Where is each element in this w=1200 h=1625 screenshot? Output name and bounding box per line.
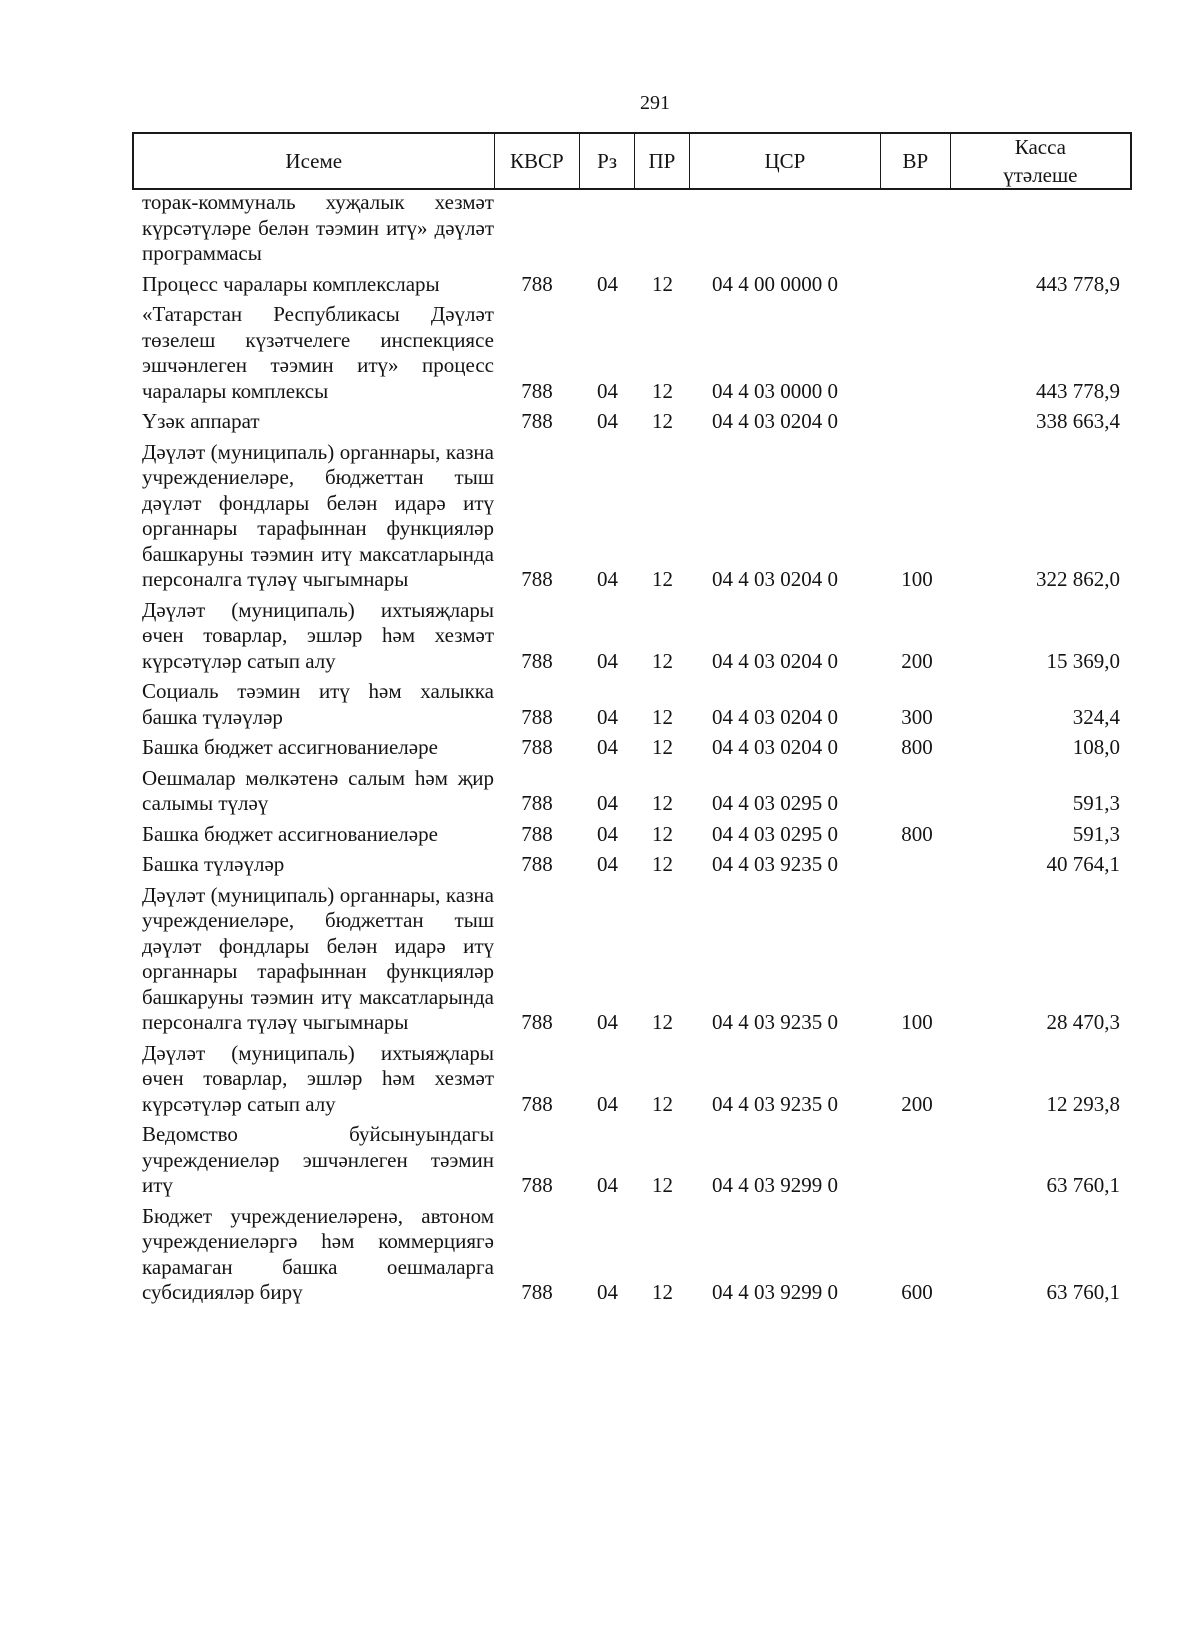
row-csr: 04 4 03 0295 0 [712, 791, 838, 815]
table-row [132, 766, 1132, 817]
row-kassa: 591,3 [1072, 821, 1120, 846]
row-name: «Татарстан Республикасы Дәүләт төзелеш күзәтчелеге инспекциясе эшчәнлеген тәэмин итү» процесс чаралары комплексы [142, 302, 494, 403]
row-kvsr: 788 [521, 821, 553, 846]
header-pr: ПР [635, 134, 690, 188]
row-rz: 04 [597, 1280, 618, 1304]
row-vr: 200 [901, 1091, 933, 1116]
row-csr: 04 4 03 0295 0 [712, 821, 838, 846]
row-name: торак-коммуналь хуҗалык хезмәт күрсәтүләре белән тәэмин итү» дәүләт программасы [142, 190, 494, 265]
row-kassa: 443 778,9 [1036, 378, 1120, 403]
table-row [132, 1041, 1132, 1118]
row-kvsr: 788 [521, 648, 553, 673]
header-rz: Рз [580, 134, 635, 188]
row-name: Башка түләүләр [142, 852, 285, 876]
row-csr: 04 4 03 9235 0 [712, 852, 838, 876]
row-pr: 12 [652, 704, 673, 729]
table-row [132, 272, 1132, 298]
row-name: Дәүләт (муниципаль) ихтыяҗлары өчен товарлар, эшләр һәм хезмәт күрсәтүләр сатып алу [142, 597, 494, 673]
row-kassa: 28 470,3 [1046, 1010, 1120, 1034]
table-row [132, 598, 1132, 675]
row-rz: 04 [597, 735, 618, 759]
row-kvsr: 788 [521, 1010, 553, 1034]
row-csr: 04 4 03 0204 0 [712, 648, 838, 673]
row-csr: 04 4 03 0204 0 [712, 567, 838, 591]
table-body [132, 190, 1132, 1311]
row-rz: 04 [597, 704, 618, 729]
row-pr: 12 [652, 271, 673, 296]
row-pr: 12 [652, 1280, 673, 1304]
row-name: Оешмалар мөлкәтенә салым һәм җир салымы түләү [142, 765, 494, 815]
row-vr: 300 [901, 704, 933, 729]
row-name: Дәүләт (муниципаль) органнары, казна учреждениеләре, бюджеттан тыш дәүләт фондлары белән идарә итү органнары тарафыннан функцияләр башкаруны тәэмин итү максатларында персоналга түләү чыгымнары [142, 439, 494, 591]
row-kassa: 443 778,9 [1036, 271, 1120, 296]
row-kassa: 40 764,1 [1046, 852, 1120, 876]
row-pr: 12 [652, 1173, 673, 1197]
row-pr: 12 [652, 1010, 673, 1034]
row-pr: 12 [652, 1091, 673, 1116]
row-kassa: 108,0 [1072, 735, 1120, 759]
row-rz: 04 [597, 567, 618, 591]
row-kvsr: 788 [521, 1173, 553, 1197]
row-vr: 800 [901, 821, 933, 846]
row-pr: 12 [652, 378, 673, 403]
row-kvsr: 788 [521, 852, 553, 876]
row-rz: 04 [597, 271, 618, 296]
header-csr: ЦСР [690, 134, 881, 188]
row-rz: 04 [597, 821, 618, 846]
row-pr: 12 [652, 567, 673, 591]
row-name: Дәүләт (муниципаль) ихтыяҗлары өчен товарлар, эшләр һәм хезмәт күрсәтүләр сатып алу [142, 1040, 494, 1116]
row-kassa: 12 293,8 [1046, 1091, 1120, 1116]
table-row [132, 1122, 1132, 1199]
row-csr: 04 4 03 0204 0 [712, 704, 838, 729]
row-vr: 100 [901, 567, 933, 591]
row-name: Бюджет учреждениеләренә, автоном учреждениеләргә һәм коммерциягә карамаган башка оешмаларга субсидияләр бирү [142, 1203, 494, 1304]
row-vr: 100 [901, 1010, 933, 1034]
row-kvsr: 788 [521, 271, 553, 296]
row-vr: 200 [901, 648, 933, 673]
row-kvsr: 788 [521, 735, 553, 759]
row-vr: 800 [901, 735, 933, 759]
row-csr: 04 4 03 9299 0 [712, 1173, 838, 1197]
table-row [132, 190, 1132, 267]
table-row [132, 735, 1132, 761]
row-csr: 04 4 03 9235 0 [712, 1010, 838, 1034]
row-name: Ведомство буйсынуындагы учреждениеләр эшчәнлеген тәэмин итү [142, 1122, 494, 1197]
row-kvsr: 788 [521, 1091, 553, 1116]
header-name: Исеме [134, 134, 495, 188]
row-rz: 04 [597, 791, 618, 815]
row-csr: 04 4 03 9299 0 [712, 1280, 838, 1304]
row-name: Үзәк аппарат [142, 409, 260, 433]
row-kvsr: 788 [521, 409, 553, 433]
row-csr: 04 4 00 0000 0 [712, 271, 838, 296]
row-pr: 12 [652, 821, 673, 846]
header-vr: ВР [881, 134, 951, 188]
row-name: Башка бюджет ассигнованиеләре [142, 821, 438, 846]
row-name: Дәүләт (муниципаль) органнары, казна учреждениеләре, бюджеттан тыш дәүләт фондлары белән идарә итү органнары тарафыннан функцияләр башкаруны тәэмин итү максатларында персоналга түләү чыгымнары [142, 882, 494, 1034]
row-name: Социаль тәэмин итү һәм халыкка башка түләүләр [142, 679, 494, 729]
row-rz: 04 [597, 409, 618, 433]
row-csr: 04 4 03 9235 0 [712, 1091, 838, 1116]
table-header [132, 132, 1132, 190]
header-kassa-line1: Касса [1014, 135, 1066, 159]
row-name: Процесс чаралары комплекслары [142, 271, 440, 296]
table-row [132, 679, 1132, 730]
row-kassa: 63 760,1 [1046, 1280, 1120, 1304]
row-kassa: 591,3 [1072, 791, 1120, 815]
row-kassa: 15 369,0 [1046, 648, 1120, 673]
row-rz: 04 [597, 648, 618, 673]
header-kvsr: КВСР [495, 134, 581, 188]
row-rz: 04 [597, 1173, 618, 1197]
row-name: Башка бюджет ассигнованиеләре [142, 735, 438, 759]
row-pr: 12 [652, 648, 673, 673]
row-pr: 12 [652, 409, 673, 433]
row-vr: 600 [901, 1280, 933, 1304]
table-row [132, 852, 1132, 878]
row-kassa: 338 663,4 [1036, 409, 1120, 433]
row-csr: 04 4 03 0000 0 [712, 378, 838, 403]
page-number: 291 [640, 92, 670, 114]
table-row [132, 883, 1132, 1036]
row-rz: 04 [597, 852, 618, 876]
row-kvsr: 788 [521, 704, 553, 729]
row-rz: 04 [597, 378, 618, 403]
row-rz: 04 [597, 1010, 618, 1034]
row-kassa: 322 862,0 [1036, 567, 1120, 591]
row-kvsr: 788 [521, 378, 553, 403]
table-row [132, 302, 1132, 404]
row-kassa: 63 760,1 [1046, 1173, 1120, 1197]
header-kassa [951, 134, 1130, 188]
row-csr: 04 4 03 0204 0 [712, 409, 838, 433]
header-kassa-line2: үтәлеше [1003, 163, 1078, 187]
table-row [132, 822, 1132, 848]
row-kvsr: 788 [521, 567, 553, 591]
row-kvsr: 788 [521, 791, 553, 815]
row-kvsr: 788 [521, 1280, 553, 1304]
row-pr: 12 [652, 735, 673, 759]
table-row [132, 1204, 1132, 1306]
row-kassa: 324,4 [1072, 704, 1120, 729]
row-pr: 12 [652, 852, 673, 876]
table-row [132, 440, 1132, 593]
table-row [132, 409, 1132, 435]
row-csr: 04 4 03 0204 0 [712, 735, 838, 759]
row-rz: 04 [597, 1091, 618, 1116]
row-pr: 12 [652, 791, 673, 815]
